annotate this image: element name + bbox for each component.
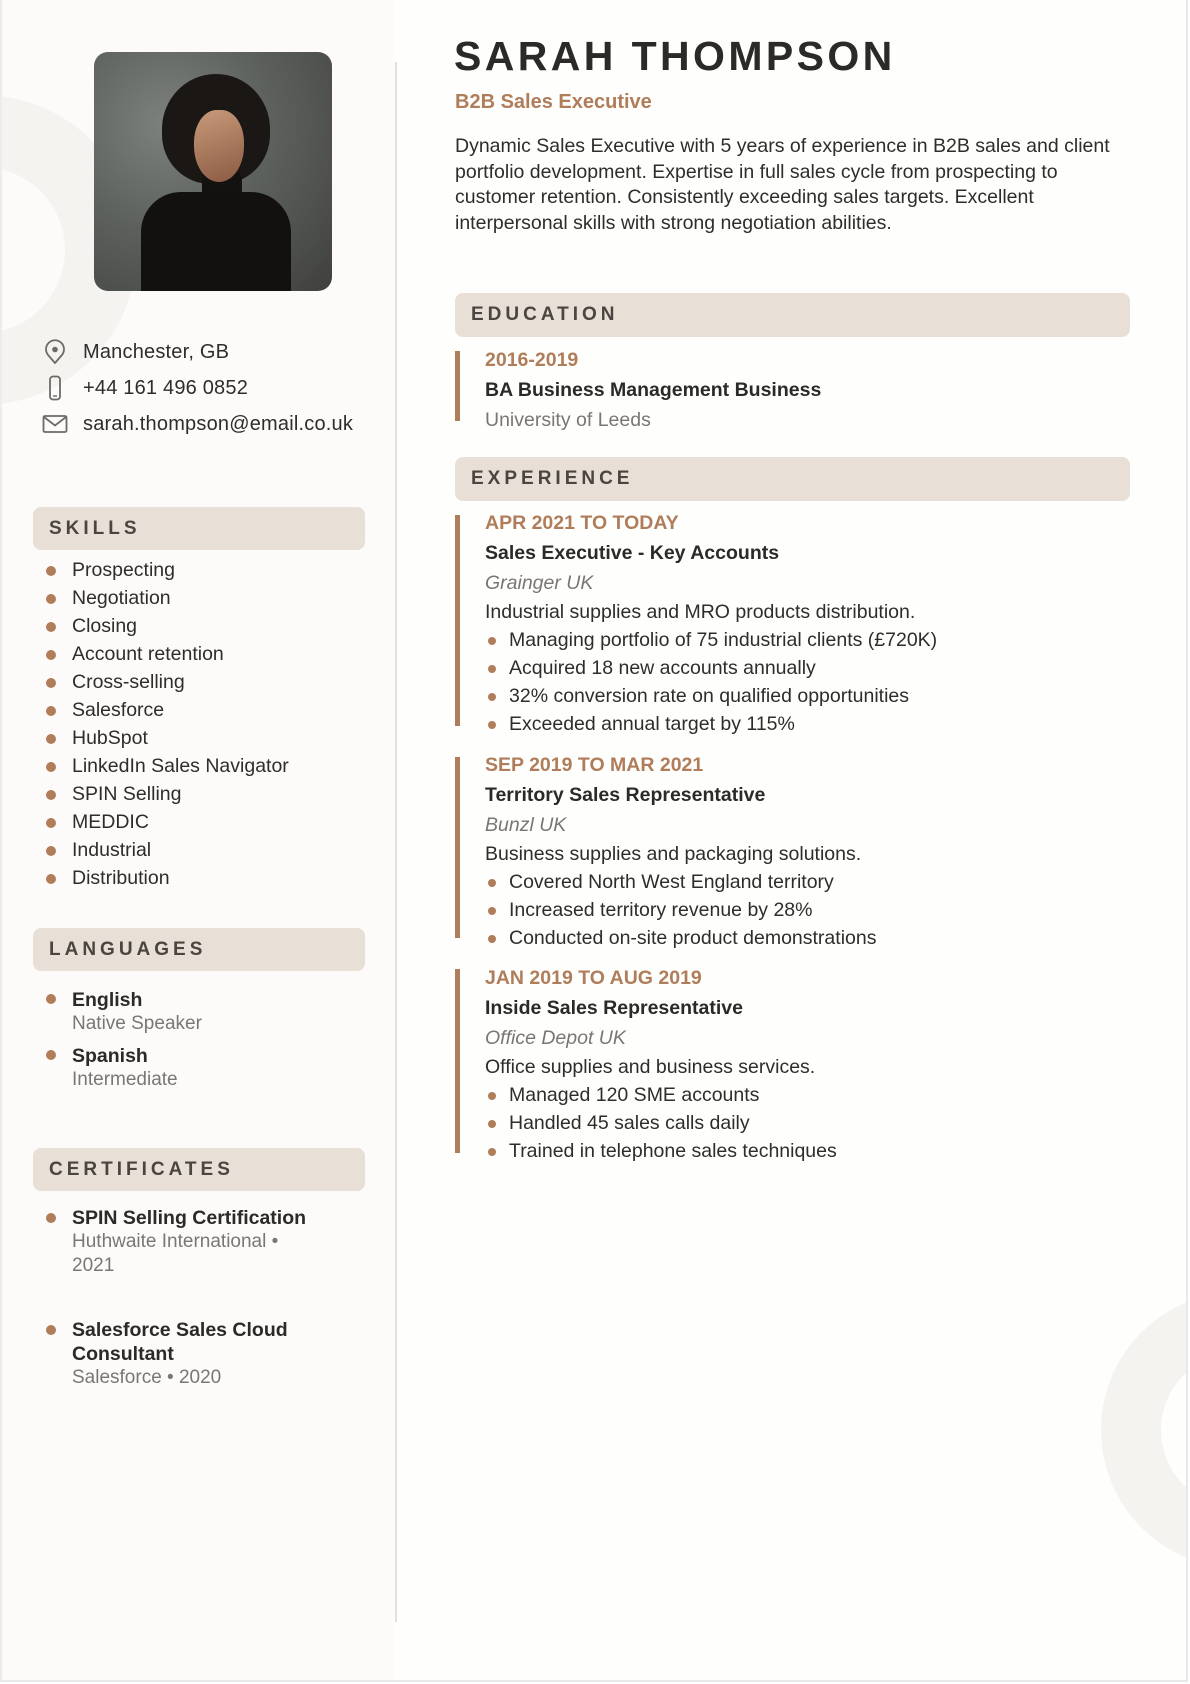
skills-heading: SKILLS (49, 517, 141, 539)
mobile-phone-icon (42, 375, 68, 401)
experience-achievements (485, 1081, 1125, 1165)
location-pin-icon (42, 339, 68, 365)
bullet-icon (46, 994, 56, 1004)
certificate-name: SPIN Selling Certification (72, 1207, 307, 1229)
skill-item: Closing (72, 615, 138, 637)
skill-item: Prospecting (72, 559, 175, 581)
certificate-item (72, 1206, 307, 1278)
bullet-icon (46, 818, 56, 828)
bullet-icon (46, 734, 56, 744)
achievement-item: Acquired 18 new accounts annually (485, 654, 1125, 682)
skill-item: MEDDIC (72, 811, 149, 833)
experience-title: Sales Executive - Key Accounts (485, 542, 780, 564)
phone-text[interactable]: +44 161 496 0852 (83, 376, 249, 399)
bullet-icon (46, 790, 56, 800)
bullet-icon (46, 1325, 56, 1335)
certificate-name: Salesforce Sales Cloud Consultant (72, 1319, 288, 1365)
achievement-item: Exceeded annual target by 115% (485, 710, 1125, 738)
profile-summary: Dynamic Sales Executive with 5 years of experience in B2B sales and client portfolio development. Expertise in full sales cycle from prospecting to customer retention. Consistently exceeding sales targets. Excellent interpersonal skills with strong negotiation abilities. (455, 135, 1110, 234)
achievement-item: Conducted on-site product demonstrations (485, 924, 1125, 952)
languages-section-header (33, 928, 365, 971)
location-text: Manchester, GB (83, 340, 230, 363)
language-item (72, 1044, 362, 1092)
experience-company: Bunzl UK (485, 814, 567, 836)
bullet-icon (46, 706, 56, 716)
experience-description: Office supplies and business services. (485, 1056, 816, 1078)
achievement-item: Handled 45 sales calls daily (485, 1109, 1125, 1137)
bullet-icon (46, 846, 56, 856)
certificate-meta: Salesforce • 2020 (72, 1367, 222, 1388)
experience-heading: EXPERIENCE (471, 468, 634, 489)
experience-dates: SEP 2019 TO MAR 2021 (485, 754, 704, 776)
language-level: Native Speaker (72, 1013, 202, 1034)
skill-item: Salesforce (72, 699, 165, 721)
language-item (72, 988, 362, 1036)
photo-body (141, 192, 291, 291)
language-level: Intermediate (72, 1069, 178, 1090)
achievement-item: Trained in telephone sales techniques (485, 1137, 1125, 1165)
experience-achievements (485, 626, 1125, 738)
bullet-icon (46, 874, 56, 884)
experience-dates: APR 2021 TO TODAY (485, 512, 679, 534)
certificate-meta: Huthwaite International • 2021 (72, 1231, 279, 1276)
timeline-bar (455, 757, 460, 938)
skills-section-header (33, 507, 365, 550)
bullet-icon (46, 1213, 56, 1223)
experience-achievements (485, 868, 1125, 952)
experience-entry (485, 964, 1125, 1165)
education-degree: BA Business Management Business (485, 379, 822, 401)
experience-entry (485, 751, 1125, 952)
experience-entry (485, 509, 1125, 738)
certificates-heading: CERTIFICATES (49, 1158, 234, 1180)
column-divider (395, 62, 397, 1622)
certificates-section-header (33, 1148, 365, 1191)
skill-item: Cross-selling (72, 671, 185, 693)
timeline-bar (455, 969, 460, 1153)
achievement-item: Covered North West England territory (485, 868, 1125, 896)
skill-item: Industrial (72, 839, 152, 861)
experience-description: Industrial supplies and MRO products distribution. (485, 601, 916, 623)
bullet-icon (46, 622, 56, 632)
profile-photo (94, 52, 332, 291)
skill-item: Distribution (72, 867, 170, 889)
experience-company: Office Depot UK (485, 1027, 626, 1049)
email-text[interactable]: sarah.thompson@email.co.uk (83, 412, 354, 435)
candidate-name: SARAH THOMPSON (454, 33, 896, 79)
contact-email (42, 411, 353, 437)
experience-dates: JAN 2019 TO AUG 2019 (485, 967, 702, 989)
skill-item: Account retention (72, 643, 224, 665)
achievement-item: 32% conversion rate on qualified opportunities (485, 682, 1125, 710)
education-school: University of Leeds (485, 409, 651, 431)
education-section-header (455, 293, 1130, 337)
skill-item: SPIN Selling (72, 783, 182, 805)
achievement-item: Managed 120 SME accounts (485, 1081, 1125, 1109)
achievement-item: Managing portfolio of 75 industrial clients (£720K) (485, 626, 1125, 654)
languages-heading: LANGUAGES (49, 938, 207, 960)
contact-location (42, 339, 229, 365)
skill-item: LinkedIn Sales Navigator (72, 755, 289, 777)
experience-title: Territory Sales Representative (485, 784, 766, 806)
decorative-ring-right (1101, 1292, 1188, 1568)
education-dates: 2016-2019 (485, 349, 579, 371)
education-heading: EDUCATION (471, 304, 619, 325)
photo-face (194, 110, 244, 182)
skill-item: HubSpot (72, 727, 148, 749)
achievement-item: Increased territory revenue by 28% (485, 896, 1125, 924)
bullet-icon (46, 566, 56, 576)
skill-item: Negotiation (72, 587, 171, 609)
experience-company: Grainger UK (485, 572, 594, 594)
bullet-icon (46, 650, 56, 660)
job-title: B2B Sales Executive (455, 91, 652, 113)
timeline-bar (455, 351, 460, 421)
language-name: English (72, 989, 143, 1011)
bullet-icon (46, 594, 56, 604)
experience-title: Inside Sales Representative (485, 997, 743, 1019)
language-name: Spanish (72, 1045, 148, 1067)
experience-description: Business supplies and packaging solutions. (485, 843, 862, 865)
experience-section-header (455, 457, 1130, 501)
bullet-icon (46, 762, 56, 772)
timeline-bar (455, 515, 460, 726)
envelope-icon (42, 411, 68, 437)
bullet-icon (46, 1050, 56, 1060)
contact-phone (42, 375, 248, 401)
bullet-icon (46, 678, 56, 688)
certificate-item (72, 1318, 307, 1390)
education-entry (485, 346, 1125, 435)
